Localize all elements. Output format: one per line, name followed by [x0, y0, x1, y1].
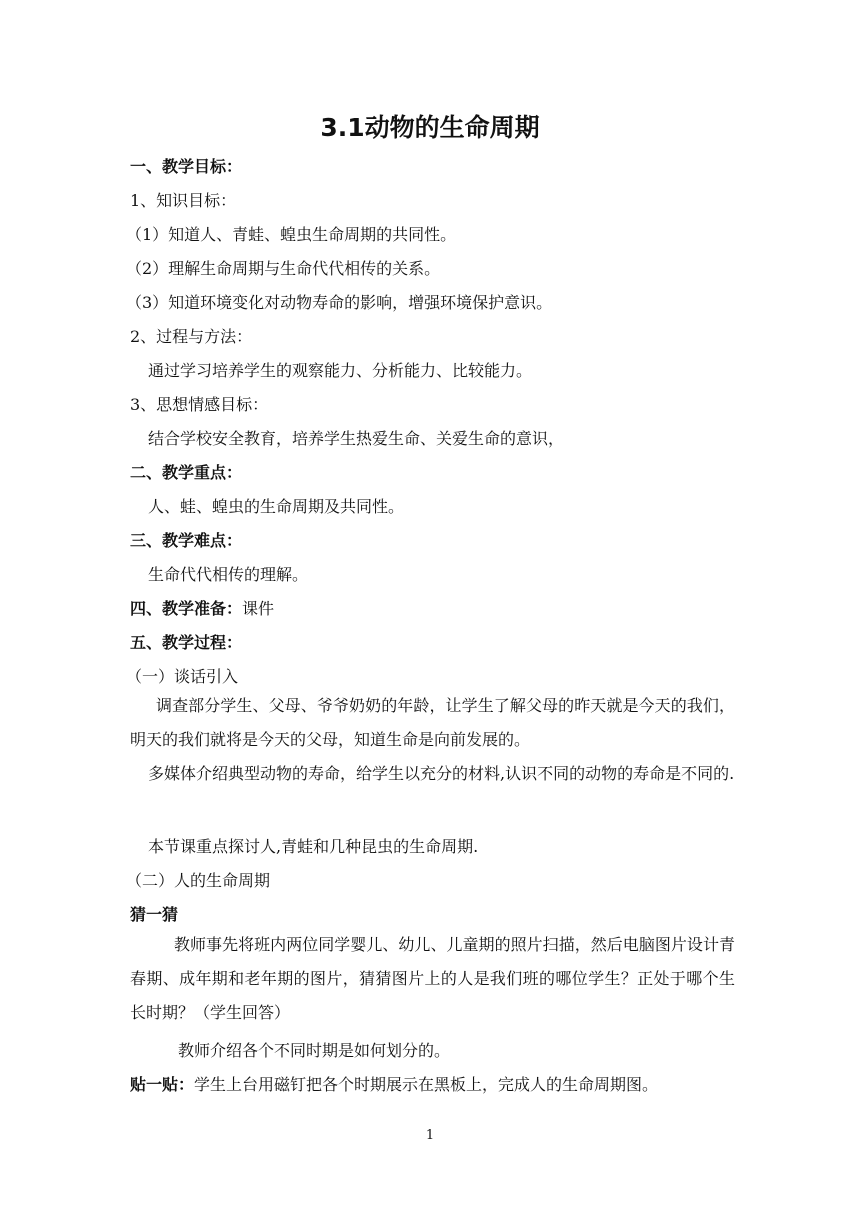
subheading-process: 2、过程与方法：: [130, 327, 253, 346]
list-item: （2）理解生命周期与生命代代相传的关系。: [126, 259, 441, 278]
subheading-intro: （一）谈话引入: [126, 667, 239, 686]
paragraph: 生命代代相传的理解。: [148, 565, 309, 584]
paragraph: 教师介绍各个不同时期是如何划分的。: [178, 1041, 451, 1060]
activity-heading-guess: 猜一猜: [130, 905, 179, 924]
activity-heading-paste: 贴一贴：: [130, 1075, 195, 1094]
subheading-human-cycle: （二）人的生命周期: [126, 871, 271, 890]
paragraph: 本节课重点探讨人,青蛙和几种昆虫的生命周期.: [148, 837, 479, 856]
subheading-knowledge: 1、知识目标：: [130, 191, 237, 210]
paragraph: 多媒体介绍典型动物的寿命，给学生以充分的材料,认识不同的动物的寿命是不同的.: [148, 764, 735, 783]
paragraph: 结合学校安全教育，培养学生热爱生命、关爱生命的意识，: [148, 429, 565, 448]
paragraph: 人、蛙、蝗虫的生命周期及共同性。: [148, 497, 405, 516]
page-number: 1: [425, 1128, 435, 1143]
activity-paste-text: 学生上台用磁钉把各个时期展示在黑板上，完成人的生命周期图。: [194, 1075, 659, 1094]
paragraph: 调查部分学生、父母、爷爷奶奶的年龄，让学生了解父母的昨天就是今天的我们，明天的我们就将是今天的父母，知道生命是向前发展的。: [130, 696, 735, 749]
section-heading-objectives: 一、教学目标：: [130, 157, 243, 176]
section-heading-preparation: 四、教学准备：: [130, 599, 243, 618]
document-title: 3.1动物的生命周期: [320, 113, 540, 142]
section-heading-process: 五、教学过程：: [130, 633, 243, 652]
list-item: （3）知道环境变化对动物寿命的影响，增强环境保护意识。: [126, 293, 553, 312]
paragraph: 教师事先将班内两位同学婴儿、幼儿、儿童期的照片扫描，然后电脑图片设计青春期、成年期和老年期的图片，猜猜图片上的人是我们班的哪位学生？正处于哪个生长时期？（学生回答）: [130, 935, 735, 1022]
preparation-value: 课件: [242, 599, 275, 618]
section-heading-key-points: 二、教学重点：: [130, 463, 243, 482]
subheading-emotion: 3、思想情感目标：: [130, 395, 269, 414]
paragraph: 通过学习培养学生的观察能力、分析能力、比较能力。: [148, 361, 533, 380]
section-preparation: [130, 598, 274, 620]
activity-paste: [130, 1074, 658, 1096]
section-heading-difficulties: 三、教学难点：: [130, 531, 243, 550]
list-item: （1）知道人、青蛙、蝗虫生命周期的共同性。: [126, 225, 457, 244]
